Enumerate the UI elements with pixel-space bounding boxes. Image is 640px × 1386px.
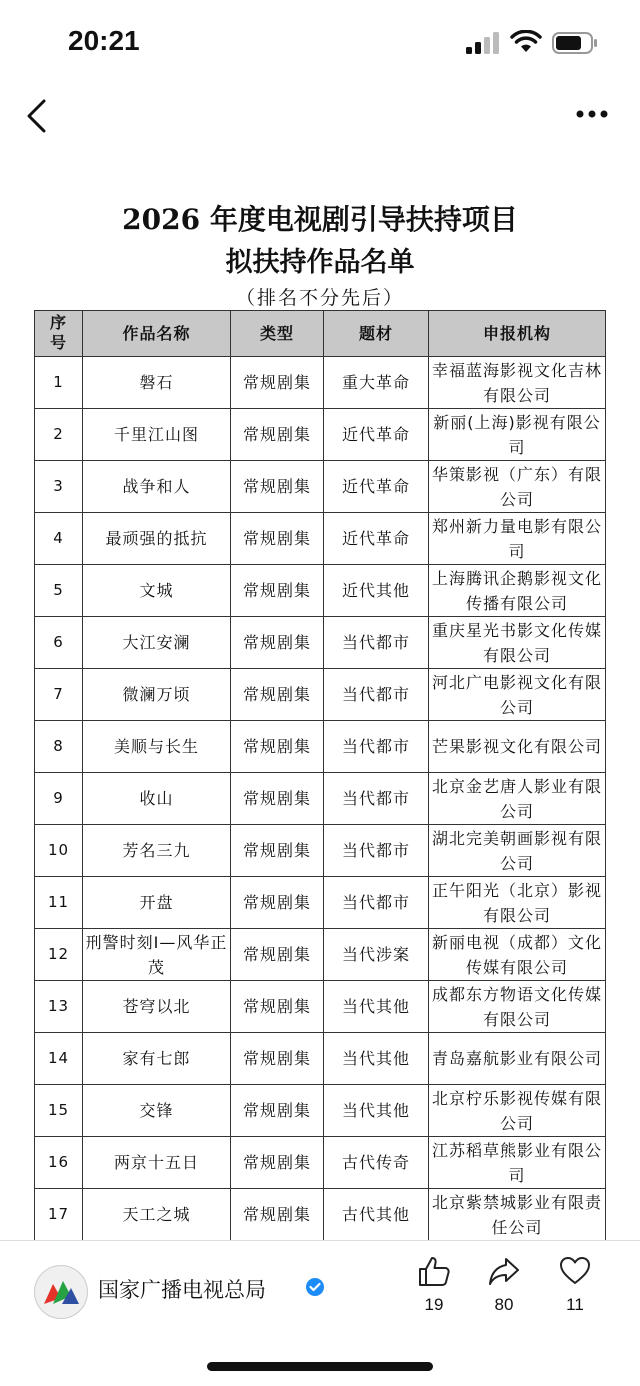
- cell-theme: 当代都市: [324, 669, 429, 721]
- cell-org: 北京紫禁城影业有限责任公司: [429, 1189, 606, 1241]
- cell-type: 常规剧集: [231, 461, 324, 513]
- cell-seq: 14: [35, 1033, 83, 1085]
- table-row: [35, 1033, 606, 1085]
- cell-name: 苍穹以北: [83, 981, 231, 1033]
- cell-theme: 当代都市: [324, 825, 429, 877]
- cell-type: 常规剧集: [231, 617, 324, 669]
- cell-seq: 3: [35, 461, 83, 513]
- verified-badge-icon: [305, 1277, 325, 1297]
- header-org: 申报机构: [429, 311, 606, 357]
- cell-org: 新丽电视（成都）文化传媒有限公司: [429, 929, 606, 981]
- battery-icon: [552, 32, 598, 54]
- nrta-logo-icon: [35, 1266, 87, 1318]
- cell-type: 常规剧集: [231, 877, 324, 929]
- like-count: 19: [424, 1295, 444, 1314]
- account-name[interactable]: 国家广播电视总局: [98, 1278, 266, 1302]
- document-title-line1: 2026 年度电视剧引导扶持项目: [122, 203, 518, 236]
- cell-org: 江苏稻草熊影业有限公司: [429, 1137, 606, 1189]
- cell-name: 芳名三九: [83, 825, 231, 877]
- cell-name: 微澜万顷: [83, 669, 231, 721]
- cell-org: 幸福蓝海影视文化吉林有限公司: [429, 357, 606, 409]
- table-row: [35, 929, 606, 981]
- table-row: [35, 357, 606, 409]
- cell-theme: 近代革命: [324, 513, 429, 565]
- cell-name: 磐石: [83, 357, 231, 409]
- cell-name: 美顺与长生: [83, 721, 231, 773]
- thumbs-up-icon: [417, 1255, 451, 1287]
- table-row: [35, 565, 606, 617]
- table-row: [35, 617, 606, 669]
- cell-type: 常规剧集: [231, 1033, 324, 1085]
- nav-bar: [0, 80, 640, 150]
- cell-name: 家有七郎: [83, 1033, 231, 1085]
- table-row: [35, 461, 606, 513]
- cell-org: 华策影视（广东）有限公司: [429, 461, 606, 513]
- home-indicator[interactable]: [207, 1362, 433, 1371]
- project-table: [34, 310, 606, 1240]
- cell-theme: 当代涉案: [324, 929, 429, 981]
- cell-seq: 13: [35, 981, 83, 1033]
- cell-org: 青岛嘉航影业有限公司: [429, 1033, 606, 1085]
- table-row: [35, 981, 606, 1033]
- cell-org: 新丽(上海)影视有限公司: [429, 409, 606, 461]
- cell-org: 北京金艺唐人影业有限公司: [429, 773, 606, 825]
- cell-org: 郑州新力量电影有限公司: [429, 513, 606, 565]
- cell-name: 两京十五日: [83, 1137, 231, 1189]
- cell-name: 千里江山图: [83, 409, 231, 461]
- table-row: [35, 1085, 606, 1137]
- document-subtitle: （排名不分先后）: [235, 287, 404, 309]
- cell-seq: 16: [35, 1137, 83, 1189]
- like-button[interactable]: [404, 1255, 464, 1315]
- cell-type: 常规剧集: [231, 1137, 324, 1189]
- cell-type: 常规剧集: [231, 825, 324, 877]
- cell-seq: 1: [35, 357, 83, 409]
- cell-theme: 古代其他: [324, 1189, 429, 1241]
- cell-theme: 当代都市: [324, 617, 429, 669]
- cell-type: 常规剧集: [231, 981, 324, 1033]
- cell-name: 开盘: [83, 877, 231, 929]
- cell-org: 重庆星光书影文化传媒有限公司: [429, 617, 606, 669]
- table-row: [35, 721, 606, 773]
- table-row: [35, 877, 606, 929]
- cell-seq: 11: [35, 877, 83, 929]
- document-image: [0, 150, 640, 1240]
- cell-type: 常规剧集: [231, 409, 324, 461]
- cell-org: 上海腾讯企鹅影视文化传播有限公司: [429, 565, 606, 617]
- cell-seq: 4: [35, 513, 83, 565]
- cell-theme: 重大革命: [324, 357, 429, 409]
- cell-theme: 当代其他: [324, 1085, 429, 1137]
- header-name: 作品名称: [83, 311, 231, 357]
- cell-name: 最顽强的抵抗: [83, 513, 231, 565]
- cell-type: 常规剧集: [231, 669, 324, 721]
- cell-seq: 5: [35, 565, 83, 617]
- status-bar: [0, 0, 640, 80]
- cell-name: 收山: [83, 773, 231, 825]
- cell-theme: 当代都市: [324, 773, 429, 825]
- cell-seq: 8: [35, 721, 83, 773]
- table-body: [35, 357, 606, 1241]
- status-time: 20:21: [68, 25, 140, 56]
- more-dots-icon[interactable]: [574, 108, 610, 120]
- table-row: [35, 513, 606, 565]
- cell-name: 战争和人: [83, 461, 231, 513]
- cell-type: 常规剧集: [231, 1085, 324, 1137]
- signal-icon: [466, 32, 500, 54]
- cell-org: 河北广电影视文化有限公司: [429, 669, 606, 721]
- cell-seq: 17: [35, 1189, 83, 1241]
- cell-name: 刑警时刻Ⅰ—风华正茂: [83, 929, 231, 981]
- table-row: [35, 1189, 606, 1241]
- cell-theme: 近代革命: [324, 461, 429, 513]
- share-arrow-icon: [487, 1255, 521, 1287]
- cell-name: 天工之城: [83, 1189, 231, 1241]
- cell-seq: 15: [35, 1085, 83, 1137]
- cell-theme: 当代都市: [324, 721, 429, 773]
- cell-seq: 2: [35, 409, 83, 461]
- cell-name: 文城: [83, 565, 231, 617]
- share-button[interactable]: [474, 1255, 534, 1315]
- cell-type: 常规剧集: [231, 1189, 324, 1241]
- cell-seq: 7: [35, 669, 83, 721]
- cell-theme: 近代其他: [324, 565, 429, 617]
- favorite-button[interactable]: [545, 1255, 605, 1315]
- table-row: [35, 1137, 606, 1189]
- cell-type: 常规剧集: [231, 721, 324, 773]
- cell-seq: 6: [35, 617, 83, 669]
- table-row: [35, 409, 606, 461]
- header-seq: 序号: [35, 311, 83, 357]
- cell-type: 常规剧集: [231, 929, 324, 981]
- cell-org: 正午阳光（北京）影视有限公司: [429, 877, 606, 929]
- cell-seq: 12: [35, 929, 83, 981]
- cell-name: 大江安澜: [83, 617, 231, 669]
- cell-org: 成都东方物语文化传媒有限公司: [429, 981, 606, 1033]
- share-count: 80: [494, 1295, 514, 1314]
- table-row: [35, 825, 606, 877]
- cell-org: 北京柠乐影视传媒有限公司: [429, 1085, 606, 1137]
- table-row: [35, 773, 606, 825]
- cell-theme: 近代革命: [324, 409, 429, 461]
- cell-seq: 9: [35, 773, 83, 825]
- table-header-row: [35, 311, 606, 357]
- cell-theme: 当代其他: [324, 981, 429, 1033]
- cell-type: 常规剧集: [231, 357, 324, 409]
- chevron-left-icon[interactable]: [24, 98, 48, 134]
- wifi-icon: [510, 30, 542, 54]
- cell-theme: 古代传奇: [324, 1137, 429, 1189]
- avatar[interactable]: [34, 1265, 88, 1319]
- cell-type: 常规剧集: [231, 513, 324, 565]
- cell-type: 常规剧集: [231, 773, 324, 825]
- cell-seq: 10: [35, 825, 83, 877]
- cell-name: 交锋: [83, 1085, 231, 1137]
- header-type: 类型: [231, 311, 324, 357]
- cell-theme: 当代都市: [324, 877, 429, 929]
- cell-theme: 当代其他: [324, 1033, 429, 1085]
- cell-org: 芒果影视文化有限公司: [429, 721, 606, 773]
- cell-type: 常规剧集: [231, 565, 324, 617]
- document-title-line2: 拟扶持作品名单: [225, 247, 415, 278]
- favorite-count: 11: [566, 1295, 584, 1314]
- heart-icon: [558, 1255, 592, 1287]
- header-theme: 题材: [324, 311, 429, 357]
- table-row: [35, 669, 606, 721]
- cell-org: 湖北完美朝画影视有限公司: [429, 825, 606, 877]
